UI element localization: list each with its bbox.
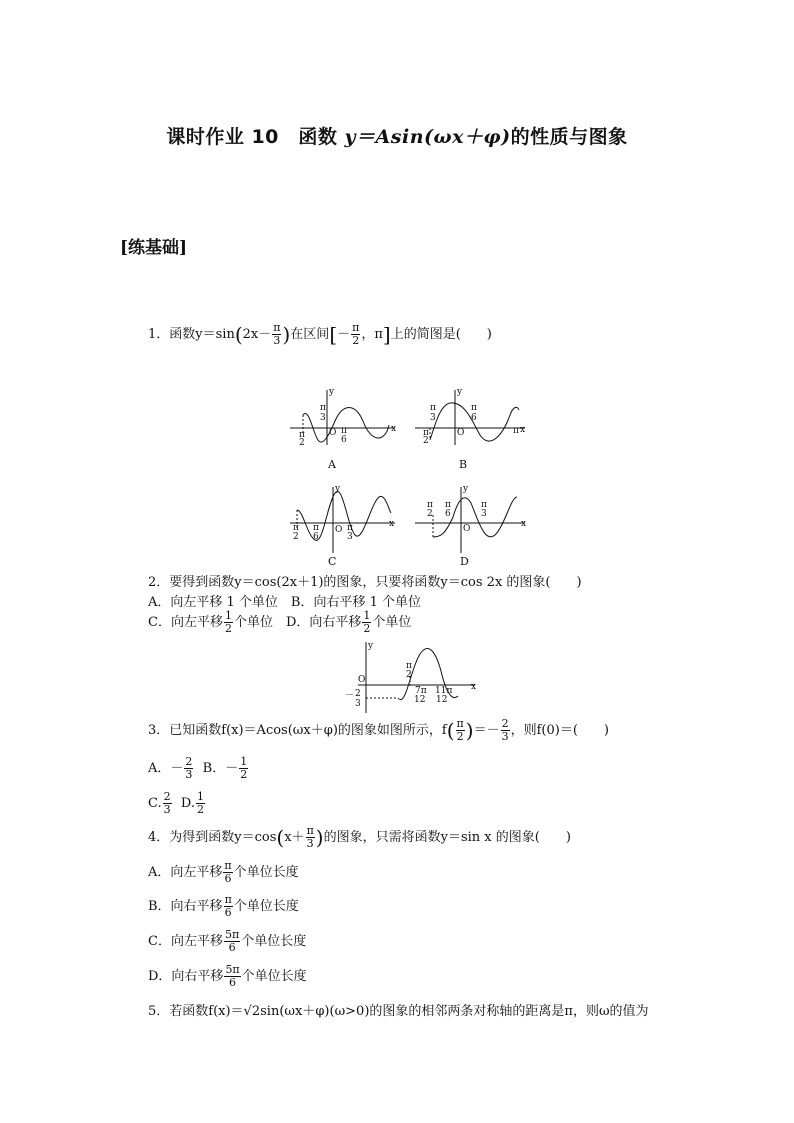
question-2-options-ab: A．向左平移 1 个单位 B．向右平移 1 个单位 — [148, 595, 422, 610]
den: 2 — [352, 334, 360, 347]
unit: 个单位长度 — [241, 969, 307, 984]
tick: 2 — [299, 438, 305, 448]
opt-d-tail: 个单位 — [372, 615, 412, 630]
unit: 个单位长度 — [233, 865, 299, 880]
num: 5π — [225, 963, 240, 976]
tick: π — [471, 403, 477, 413]
question-3-options-ab — [148, 756, 249, 781]
question-4-option-d — [148, 964, 307, 989]
question-2-stem: 2．要得到函数y＝cos(2x＋1)的图象，只要将函数y＝cos 2x 的图象( ) — [148, 575, 582, 590]
axis-x-label: x — [471, 682, 477, 692]
q1-tail: 上的简图是( ) — [390, 327, 492, 342]
fraction — [184, 756, 193, 781]
title-suffix: 的性质与图象 — [510, 126, 628, 148]
q4-stem-arg: x＋ — [284, 830, 305, 845]
tick: π — [341, 426, 347, 436]
page-title — [0, 122, 794, 149]
tick: 2 — [355, 689, 361, 699]
den: 2 — [363, 622, 371, 635]
tick: － — [345, 691, 355, 701]
question-3-options-cd — [148, 791, 206, 816]
opt-c-lead: C．向左平移 — [148, 615, 223, 630]
tick: π — [427, 500, 433, 510]
num: π — [224, 859, 232, 872]
tick: O — [463, 524, 471, 534]
tick: 12 — [414, 695, 426, 705]
fraction — [224, 894, 233, 919]
num: 2 — [185, 755, 193, 768]
den: 2 — [224, 622, 232, 635]
tick: 7π — [415, 686, 427, 696]
tick: 6 — [445, 509, 451, 519]
paren: ) — [282, 322, 291, 347]
paren: ( — [446, 718, 455, 743]
q1-graphs — [285, 385, 535, 570]
origin-label: O — [358, 675, 366, 685]
bracket: ] — [382, 322, 391, 347]
tick: π — [481, 500, 487, 510]
tick: O — [457, 428, 465, 438]
q4-stem-lead: 4．为得到函数y＝cos — [148, 830, 277, 845]
opt-d: D. — [180, 796, 195, 811]
tick: 2 — [427, 509, 433, 519]
fraction — [224, 964, 240, 989]
axis-y-label: y — [463, 484, 469, 494]
tick: 3 — [430, 413, 436, 423]
q1-lead: 1．函数y＝sin — [148, 327, 235, 342]
fraction — [272, 322, 281, 347]
tick: π — [293, 523, 299, 533]
tick: 6 — [471, 413, 477, 423]
num: 1 — [240, 755, 248, 768]
den: 6 — [224, 906, 232, 919]
tick: π — [406, 661, 412, 671]
tick: 3 — [320, 413, 326, 423]
den: 6 — [229, 976, 237, 989]
tick: 11π — [435, 686, 453, 696]
fraction — [456, 718, 465, 743]
num: 2 — [163, 790, 171, 803]
opt-a: A．向左平移 — [148, 865, 223, 880]
q3-stem-lead: 3．已知函数f(x)＝Acos(ωx＋φ)的图象如图所示，f — [148, 723, 447, 738]
title-formula: y＝Asin(ωx＋φ) — [344, 126, 511, 148]
q3-stem-mid: ＝－ — [473, 723, 500, 738]
axis-y-label: y — [368, 641, 374, 651]
question-3-stem — [148, 718, 609, 743]
fraction — [224, 929, 240, 954]
paren: ( — [234, 322, 243, 347]
graph-a-label: A — [328, 458, 336, 471]
section-heading: [练基础] — [120, 238, 188, 258]
tick: 3 — [481, 509, 487, 519]
fraction — [224, 610, 233, 635]
axis-y-label: y — [335, 484, 341, 494]
axis-y-label: y — [457, 387, 463, 397]
tick: π — [445, 500, 451, 510]
tick: π — [299, 430, 305, 440]
fraction — [196, 791, 205, 816]
fraction — [351, 322, 360, 347]
tick: 3 — [347, 532, 353, 542]
den: 3 — [185, 768, 193, 781]
fraction — [306, 825, 315, 850]
paren: ) — [315, 825, 324, 850]
unit: 个单位长度 — [233, 899, 299, 914]
q1-mid: 在区间 — [290, 327, 330, 342]
tick: O — [335, 525, 343, 535]
num: π — [456, 717, 464, 730]
tick: π — [423, 428, 429, 438]
question-4-option-a — [148, 860, 299, 885]
opt-c: C．向左平移 — [148, 934, 223, 949]
num: π — [306, 824, 314, 837]
title-prefix: 课时作业 10 函数 — [166, 126, 345, 148]
tick: 2 — [423, 436, 429, 446]
tick: 12 — [436, 695, 448, 705]
opt-b: B．向右平移 — [148, 899, 223, 914]
q1-interval-lead: － — [337, 327, 351, 342]
den: 3 — [163, 803, 171, 816]
tick: 2 — [406, 670, 412, 680]
fraction — [362, 610, 371, 635]
fraction — [163, 791, 172, 816]
question-5-stem: 5．若函数f(x)＝√2sin(ωx＋φ)(ω>0)的图象的相邻两条对称轴的距离是π，则ω的值为 — [148, 1004, 649, 1019]
tick: 2 — [293, 532, 299, 542]
q4-stem-tail: 的图象，只需将函数y＝sin x 的图象( ) — [323, 830, 571, 845]
tick: 6 — [341, 435, 347, 445]
den: 6 — [224, 872, 232, 885]
q1-arg: 2x－ — [242, 327, 272, 342]
graph-d-label: D — [460, 555, 469, 568]
den: 3 — [501, 730, 509, 743]
den: 3 — [273, 334, 281, 347]
axis-x-label: x — [391, 424, 397, 434]
num: π — [352, 321, 360, 334]
question-1-stem — [148, 322, 492, 347]
tick: π — [430, 403, 436, 413]
fraction — [239, 756, 248, 781]
den: 2 — [456, 730, 464, 743]
num: 1 — [224, 609, 232, 622]
opt-c-tail: 个单位 D．向右平移 — [233, 615, 362, 630]
bracket: [ — [329, 322, 338, 347]
axis-x-label: x — [521, 519, 527, 529]
opt-a: A．－ — [148, 761, 184, 776]
num: π — [224, 893, 232, 906]
den: 6 — [228, 941, 236, 954]
opt-d: D．向右平移 — [148, 969, 224, 984]
graph-b-label: B — [459, 458, 468, 471]
den: 2 — [240, 768, 248, 781]
tick: π — [313, 523, 319, 533]
fraction — [501, 718, 510, 743]
tick: 6 — [313, 532, 319, 542]
num: 1 — [196, 790, 204, 803]
tick: 3 — [355, 699, 361, 709]
axis-x-label: x — [520, 425, 526, 435]
question-2-options-cd — [148, 610, 411, 635]
q3-graph — [340, 640, 480, 715]
tick: π — [320, 403, 326, 413]
num: 2 — [501, 717, 509, 730]
graph-c-curve — [297, 491, 391, 540]
num: 1 — [363, 609, 371, 622]
q1-interval-tail: ，π — [361, 327, 383, 342]
den: 2 — [196, 803, 204, 816]
unit: 个单位长度 — [241, 934, 307, 949]
fraction — [223, 860, 232, 885]
axis-x-label: x — [389, 519, 395, 529]
q3-stem-tail: ，则f(0)＝( ) — [510, 723, 609, 738]
opt-b: B．－ — [202, 761, 239, 776]
tick: π — [347, 523, 353, 533]
question-4-option-c — [148, 929, 306, 954]
num: π — [273, 321, 281, 334]
paren: ) — [465, 718, 474, 743]
den: 3 — [306, 837, 314, 850]
tick: O — [329, 428, 337, 438]
question-4-option-b — [148, 894, 299, 919]
num: 5π — [224, 928, 240, 941]
tick: π — [513, 426, 519, 436]
axis-y-label: y — [329, 387, 335, 397]
graph-c-label: C — [328, 555, 337, 568]
opt-c: C. — [148, 796, 162, 811]
question-4-stem — [148, 825, 571, 850]
paren: ( — [276, 825, 285, 850]
